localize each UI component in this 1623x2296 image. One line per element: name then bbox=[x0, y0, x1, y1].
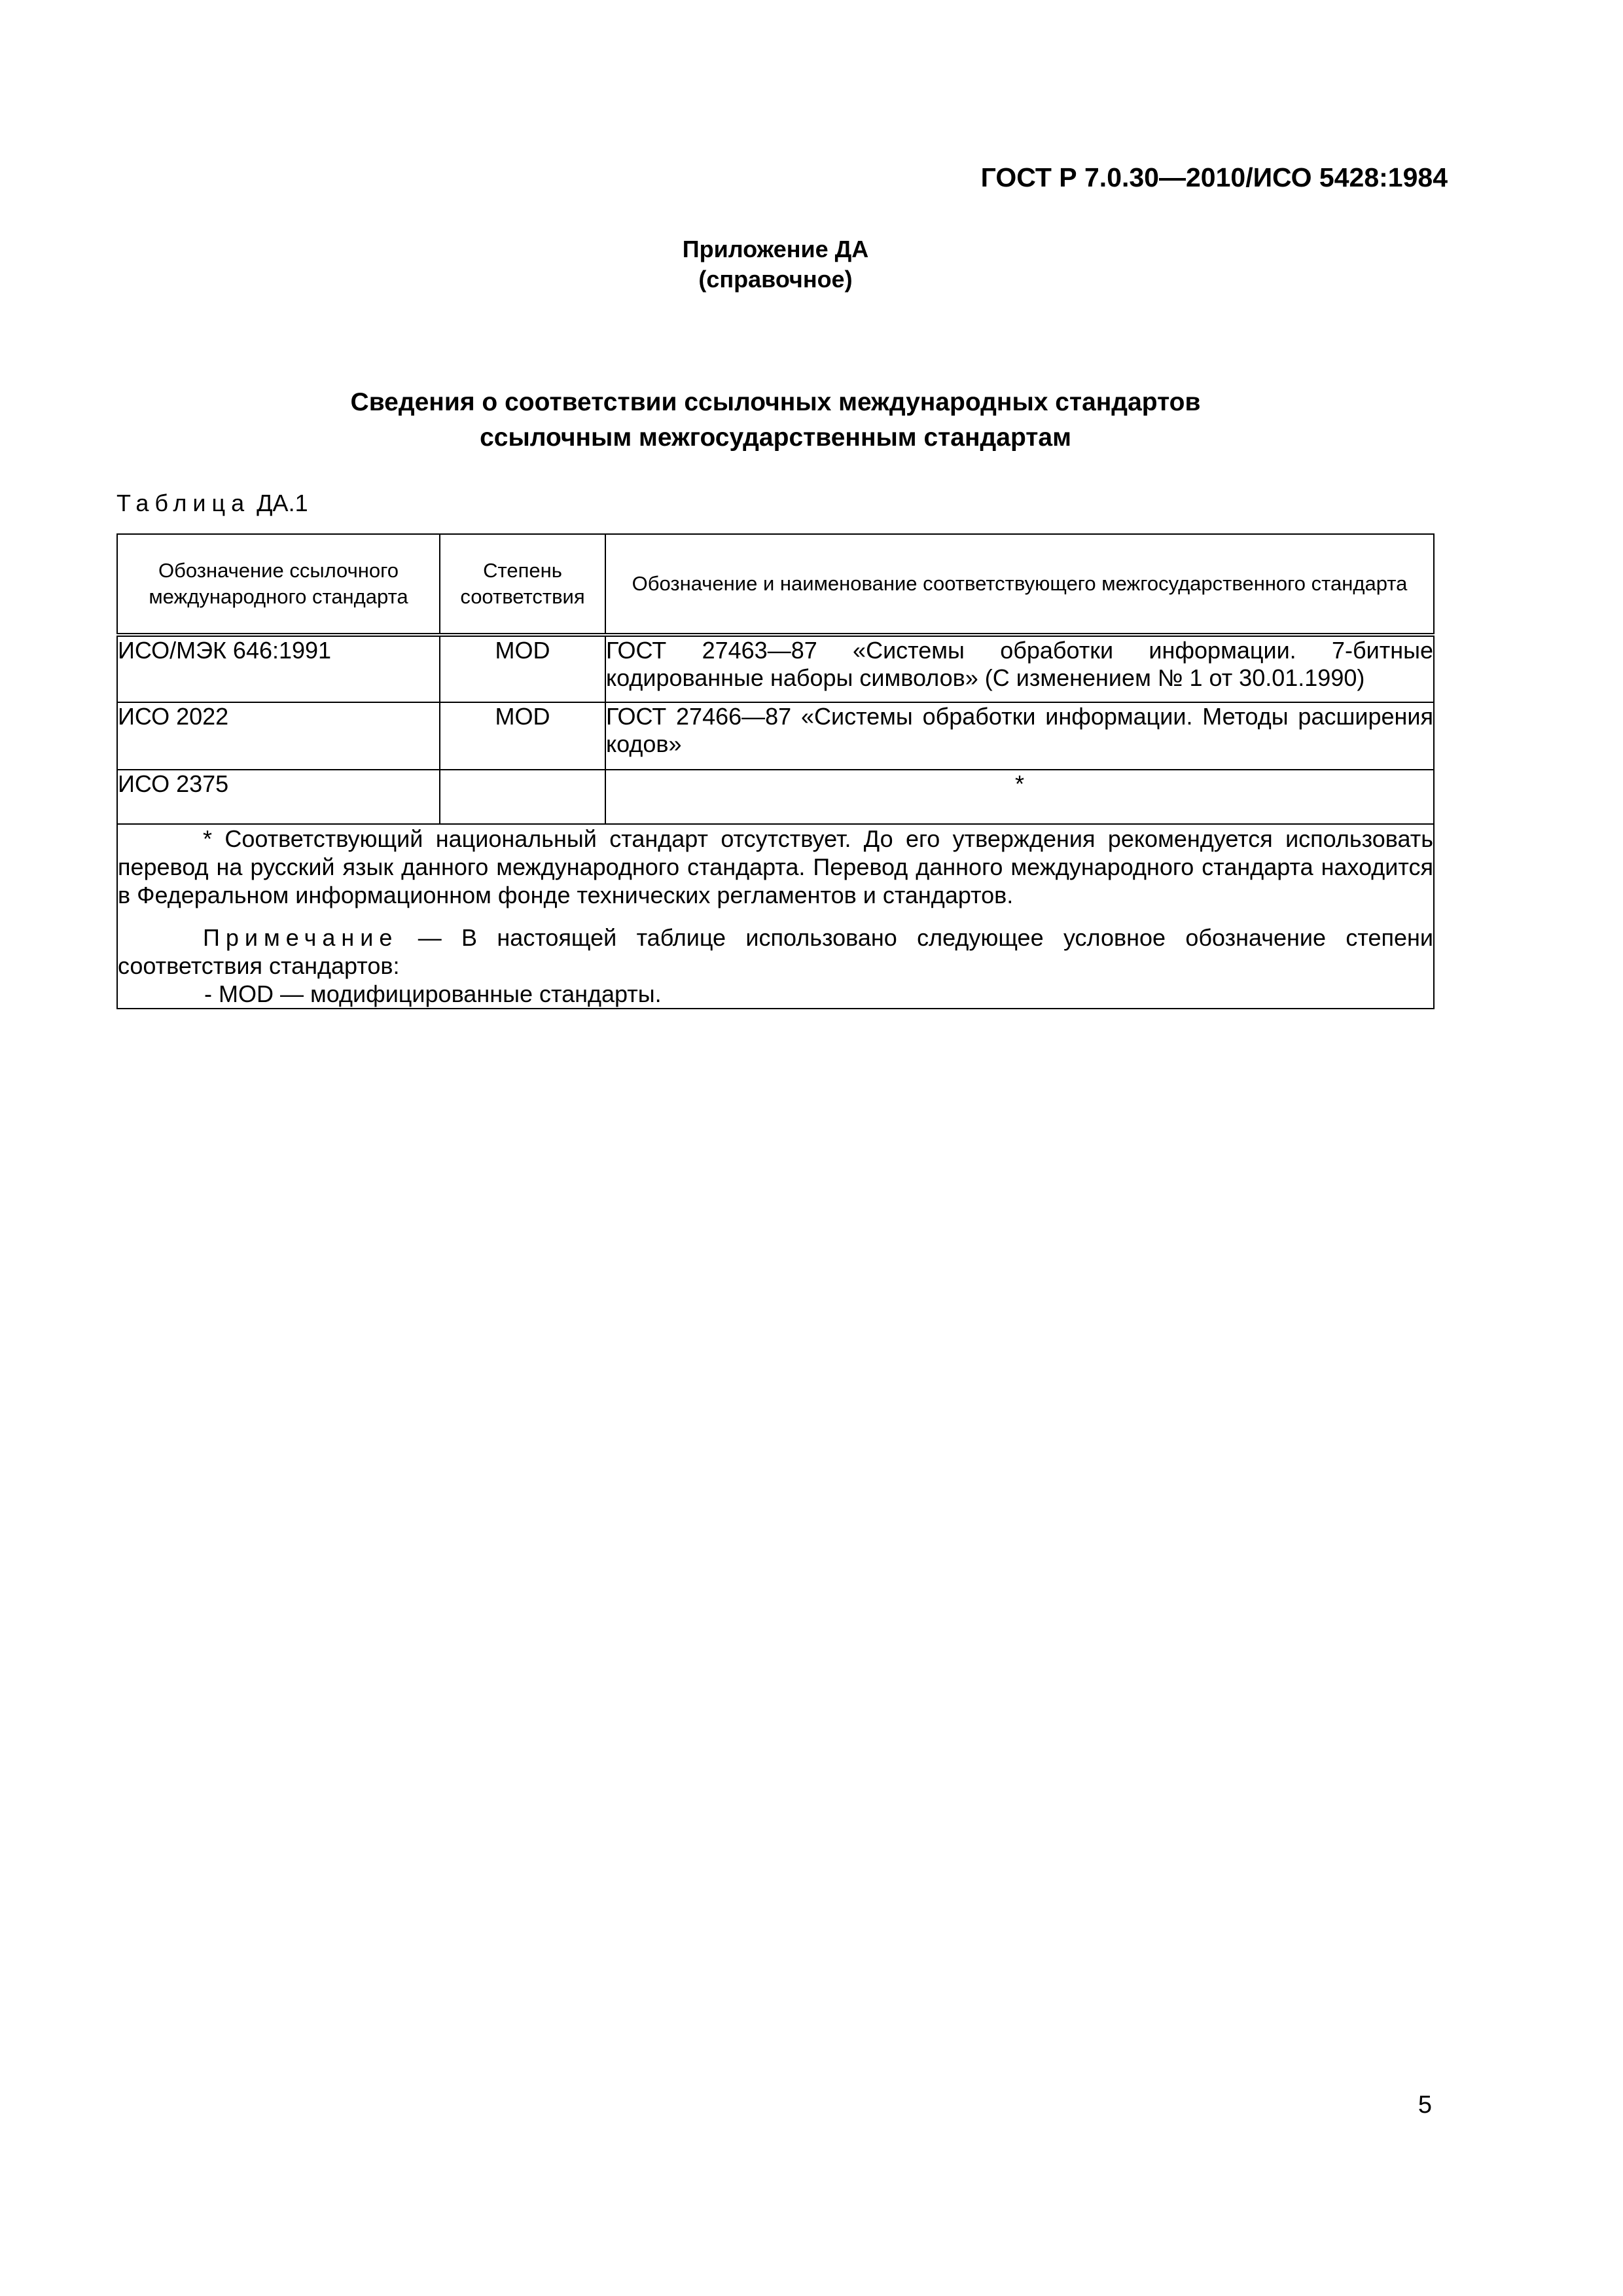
cell-degree: MOD bbox=[440, 702, 605, 770]
note bbox=[118, 924, 1433, 980]
table-footer bbox=[117, 824, 1434, 1009]
cell-name: ГОСТ 27463—87 «Системы обработки информации. 7-битные кодированные наборы символов» (С изменением № 1 от 30.01.1990) bbox=[605, 635, 1434, 702]
table-header-row bbox=[117, 534, 1434, 635]
table-label-number: ДА.1 bbox=[257, 490, 308, 516]
cell-code: ИСО 2375 bbox=[117, 770, 440, 824]
page-number: 5 bbox=[1418, 2091, 1432, 2119]
note-text: — В настоящей таблице использовано следующее условное обозначение степени соответствия стандартов: bbox=[118, 924, 1433, 979]
table-row bbox=[117, 702, 1434, 770]
table-row bbox=[117, 635, 1434, 702]
section-title bbox=[0, 385, 1551, 456]
table-row bbox=[117, 770, 1434, 824]
cell-code: ИСО 2022 bbox=[117, 702, 440, 770]
table-label-word: Таблица bbox=[116, 490, 251, 516]
cell-code: ИСО/МЭК 646:1991 bbox=[117, 635, 440, 702]
table-footer-row bbox=[117, 824, 1434, 1009]
cell-name: * bbox=[605, 770, 1434, 824]
correspondence-table bbox=[116, 533, 1435, 1009]
header-interstate-standard: Обозначение и наименование соответствующего межгосударственного стандарта bbox=[605, 534, 1434, 635]
cell-degree: MOD bbox=[440, 635, 605, 702]
section-title-line-2: ссылочным межгосударственным стандартам bbox=[480, 423, 1071, 452]
footnote: * Соответствующий национальный стандарт отсутствует. До его утверждения рекомендуется использовать перевод на русский язык данного международного стандарта. Перевод данного международного стандарта находится в Федеральном информационном фонде технических регламентов и стандартов. bbox=[118, 825, 1433, 908]
appendix-heading bbox=[0, 234, 1551, 295]
note-list-item: - MOD — модифицированные стандарты. bbox=[204, 980, 662, 1007]
table-label bbox=[116, 490, 308, 517]
note-word: Примечание bbox=[203, 924, 399, 951]
section-title-line-1: Сведения о соответствии ссылочных международных стандартов bbox=[350, 388, 1201, 416]
header-international-standard: Обозначение ссылочного международного стандарта bbox=[117, 534, 440, 635]
cell-name: ГОСТ 27466—87 «Системы обработки информации. Методы расширения кодов» bbox=[605, 702, 1434, 770]
cell-degree bbox=[440, 770, 605, 824]
appendix-kind: (справочное) bbox=[698, 266, 853, 293]
document-code: ГОСТ Р 7.0.30—2010/ИСО 5428:1984 bbox=[980, 162, 1448, 192]
header-degree: Степень соответствия bbox=[440, 534, 605, 635]
appendix-title: Приложение ДА bbox=[682, 236, 869, 262]
